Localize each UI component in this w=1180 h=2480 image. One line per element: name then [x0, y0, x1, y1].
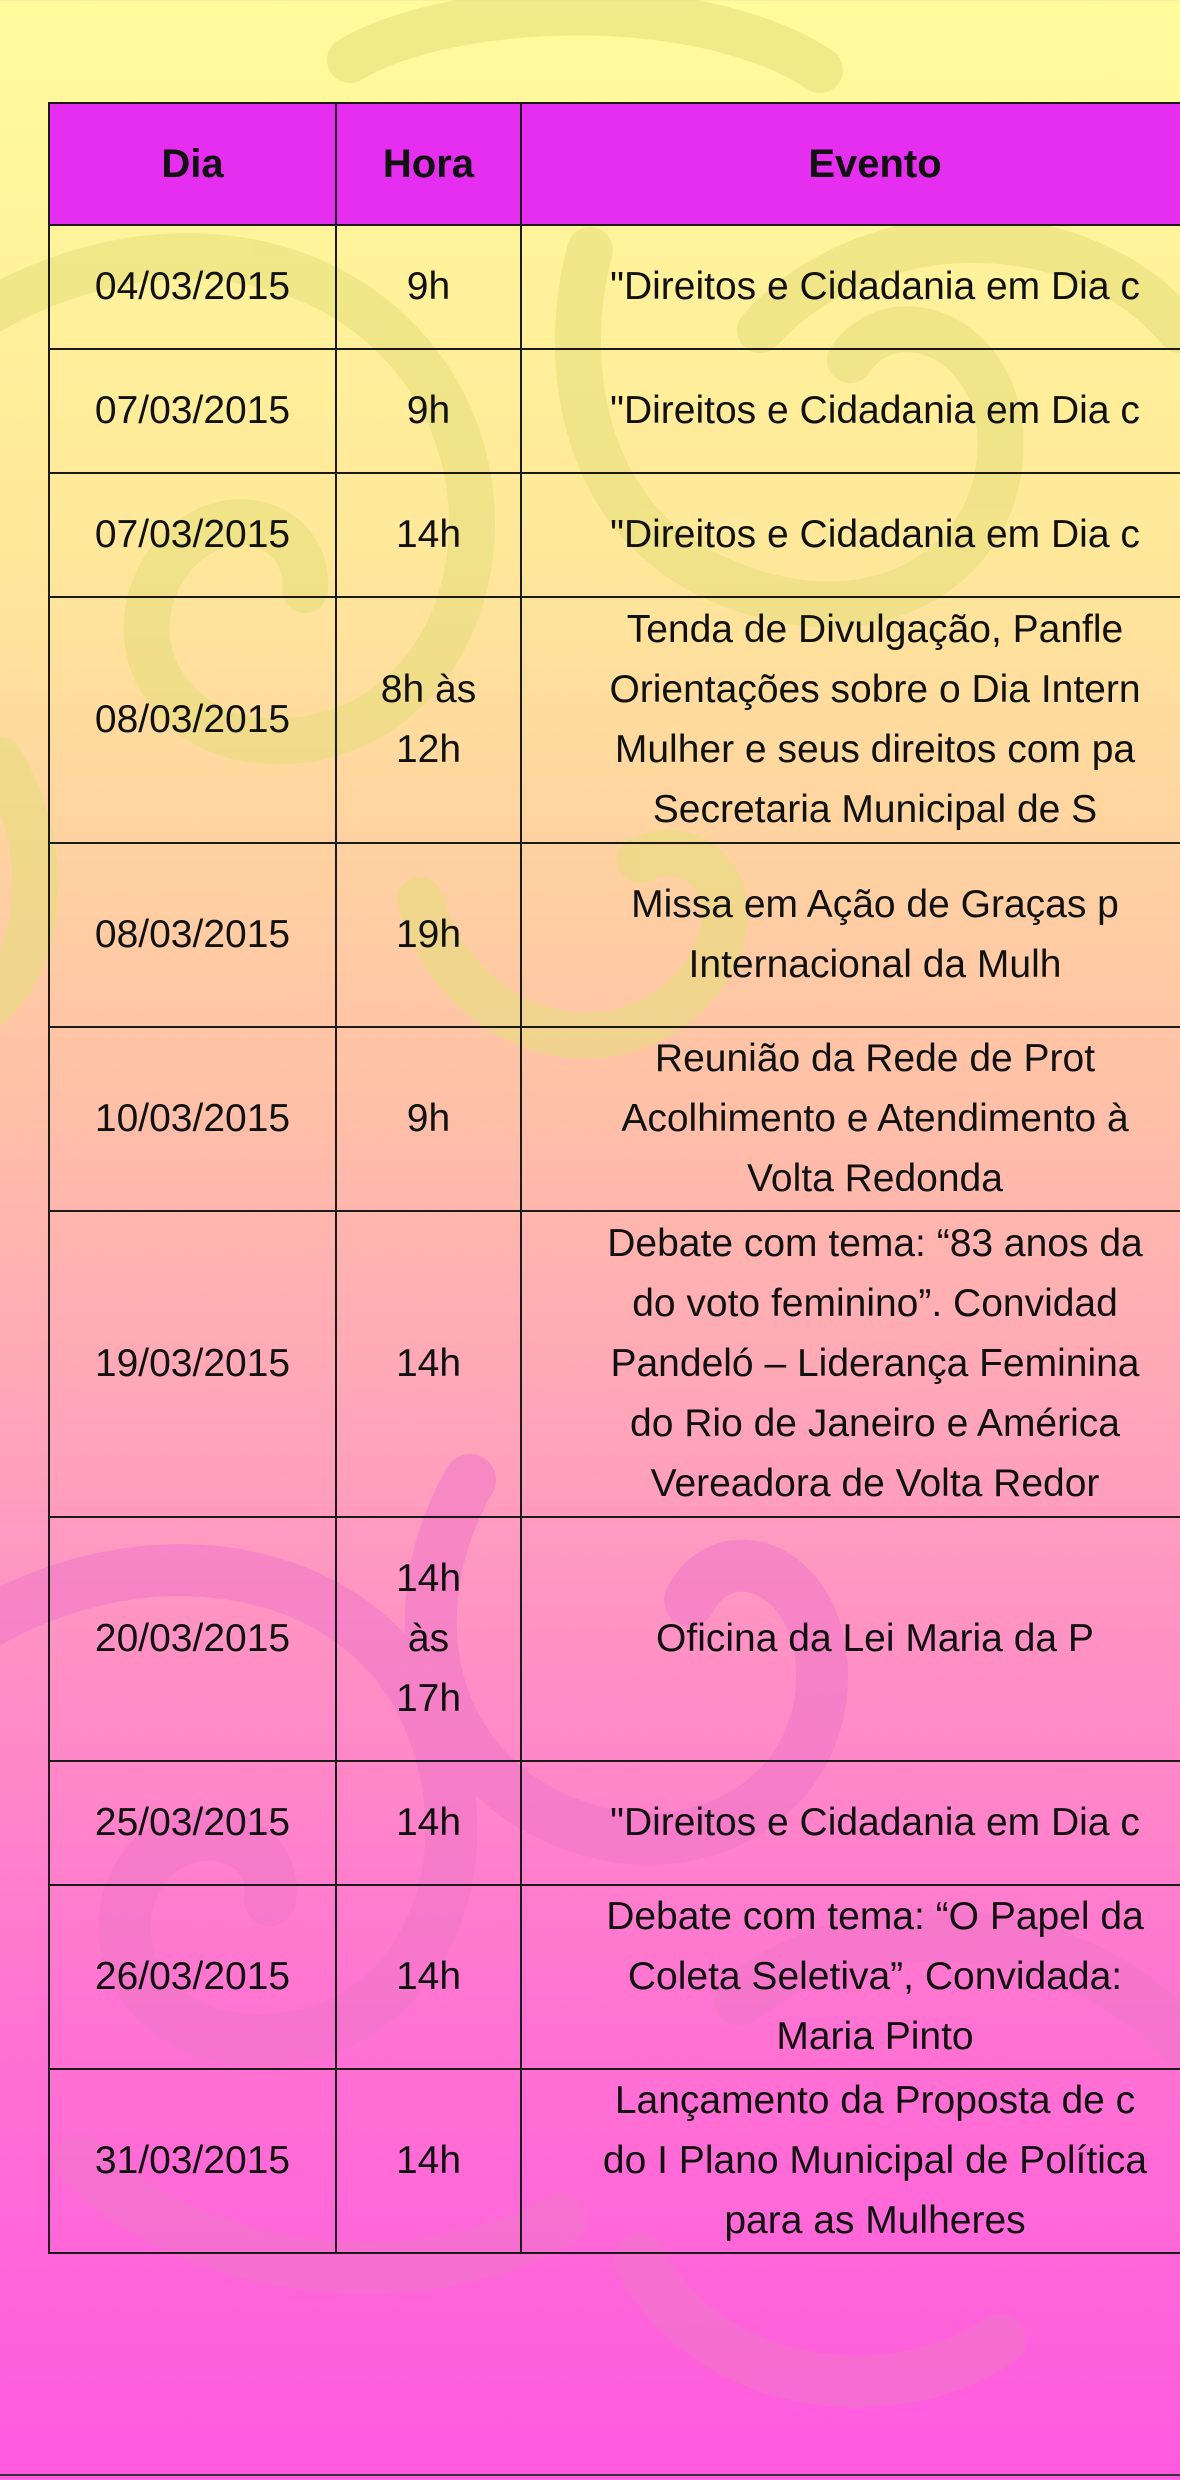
cell-hora-line: 17h: [395, 1677, 462, 1720]
cell-evento-line: Maria Pinto: [776, 2015, 974, 2058]
header-hora: Hora: [336, 103, 521, 225]
cell-evento-line: Volta Redonda: [747, 1157, 1003, 1200]
table-header-row: [49, 103, 1180, 225]
cell-evento-line: "Direitos e Cidadania em Dia c: [610, 513, 1140, 556]
cell-hora-line: 19h: [395, 913, 462, 956]
cell-hora: [336, 2069, 521, 2253]
cell-hora: [336, 1885, 521, 2069]
cell-evento-line: Reunião da Rede de Prot: [654, 1037, 1096, 1080]
cell-hora: [336, 225, 521, 349]
cell-hora-line: 14h: [395, 1955, 462, 1998]
cell-evento: [521, 1211, 1180, 1517]
table-row: [49, 1211, 1180, 1517]
cell-evento: [521, 1517, 1180, 1761]
cell-hora-line: 9h: [406, 265, 451, 308]
cell-dia: 07/03/2015: [49, 473, 336, 597]
table-row: [49, 1027, 1180, 1211]
table-row: [49, 349, 1180, 473]
table-row: [49, 473, 1180, 597]
cell-hora: [336, 597, 521, 843]
table-row: [49, 1517, 1180, 1761]
cell-dia: 26/03/2015: [49, 1885, 336, 2069]
cell-dia: 25/03/2015: [49, 1761, 336, 1885]
cell-hora-line: 14h: [395, 1801, 462, 1844]
cell-evento: [521, 225, 1180, 349]
cell-dia: 10/03/2015: [49, 1027, 336, 1211]
cell-evento-line: Secretaria Municipal de S: [652, 788, 1098, 831]
cell-evento: [521, 1885, 1180, 2069]
cell-evento: [521, 1761, 1180, 1885]
bottom-rule: [0, 2474, 1180, 2476]
cell-evento-line: Coleta Seletiva”, Convidada:: [627, 1955, 1123, 1998]
cell-dia: 31/03/2015: [49, 2069, 336, 2253]
events-table: [48, 102, 1180, 2254]
cell-evento: [521, 843, 1180, 1027]
cell-evento-line: Internacional da Mulh: [688, 943, 1062, 986]
cell-evento: [521, 1027, 1180, 1211]
cell-hora: [336, 1761, 521, 1885]
header-evento: Evento: [521, 103, 1180, 225]
cell-evento-line: "Direitos e Cidadania em Dia c: [610, 389, 1140, 432]
cell-evento-line: Lançamento da Proposta de c: [614, 2079, 1136, 2122]
cell-dia: 20/03/2015: [49, 1517, 336, 1761]
cell-dia: 08/03/2015: [49, 597, 336, 843]
cell-evento-line: Mulher e seus direitos com pa: [614, 728, 1136, 771]
cell-evento-line: Tenda de Divulgação, Panfle: [626, 608, 1124, 651]
table-row: [49, 843, 1180, 1027]
cell-dia: 07/03/2015: [49, 349, 336, 473]
table-row: [49, 597, 1180, 843]
cell-evento-line: Debate com tema: “83 anos da: [607, 1222, 1143, 1265]
cell-evento-line: do I Plano Municipal de Política: [602, 2139, 1148, 2182]
cell-evento-line: "Direitos e Cidadania em Dia c: [610, 265, 1140, 308]
cell-hora-line: 9h: [406, 389, 451, 432]
cell-evento-line: do Rio de Janeiro e América: [630, 1402, 1120, 1445]
table-row: [49, 225, 1180, 349]
cell-evento-line: Oficina da Lei Maria da P: [656, 1617, 1094, 1660]
cell-hora: [336, 349, 521, 473]
table-row: [49, 2069, 1180, 2253]
cell-hora-line: às: [407, 1617, 450, 1660]
cell-dia: 19/03/2015: [49, 1211, 336, 1517]
cell-evento: [521, 2069, 1180, 2253]
cell-evento-line: Missa em Ação de Graças p: [631, 883, 1119, 926]
cell-evento-line: Debate com tema: “O Papel da: [606, 1895, 1144, 1938]
cell-hora-line: 8h às: [380, 668, 477, 711]
cell-evento: [521, 349, 1180, 473]
cell-evento-line: Orientações sobre o Dia Intern: [609, 668, 1141, 711]
cell-hora-line: 9h: [406, 1097, 451, 1140]
cell-hora-line: 14h: [395, 2139, 462, 2182]
cell-evento-line: do voto feminino”. Convidad: [632, 1282, 1118, 1325]
table-row: [49, 1761, 1180, 1885]
cell-evento-line: Vereadora de Volta Redor: [650, 1462, 1100, 1505]
cell-evento-line: Acolhimento e Atendimento à: [621, 1097, 1129, 1140]
cell-hora-line: 14h: [395, 513, 462, 556]
cell-hora: [336, 473, 521, 597]
cell-hora-line: 14h: [395, 1557, 462, 1600]
cell-evento: [521, 473, 1180, 597]
cell-hora-line: 12h: [395, 728, 462, 771]
cell-hora: [336, 1211, 521, 1517]
cell-evento: [521, 597, 1180, 843]
cell-hora-line: 14h: [395, 1342, 462, 1385]
cell-evento-line: para as Mulheres: [724, 2199, 1026, 2242]
cell-hora: [336, 843, 521, 1027]
cell-hora: [336, 1027, 521, 1211]
cell-dia: 04/03/2015: [49, 225, 336, 349]
cell-evento-line: "Direitos e Cidadania em Dia c: [610, 1801, 1140, 1844]
header-dia: Dia: [49, 103, 336, 225]
cell-evento-line: Pandeló – Liderança Feminina: [610, 1342, 1140, 1385]
cell-hora: [336, 1517, 521, 1761]
table-row: [49, 1885, 1180, 2069]
table-body: [49, 225, 1180, 2253]
cell-dia: 08/03/2015: [49, 843, 336, 1027]
